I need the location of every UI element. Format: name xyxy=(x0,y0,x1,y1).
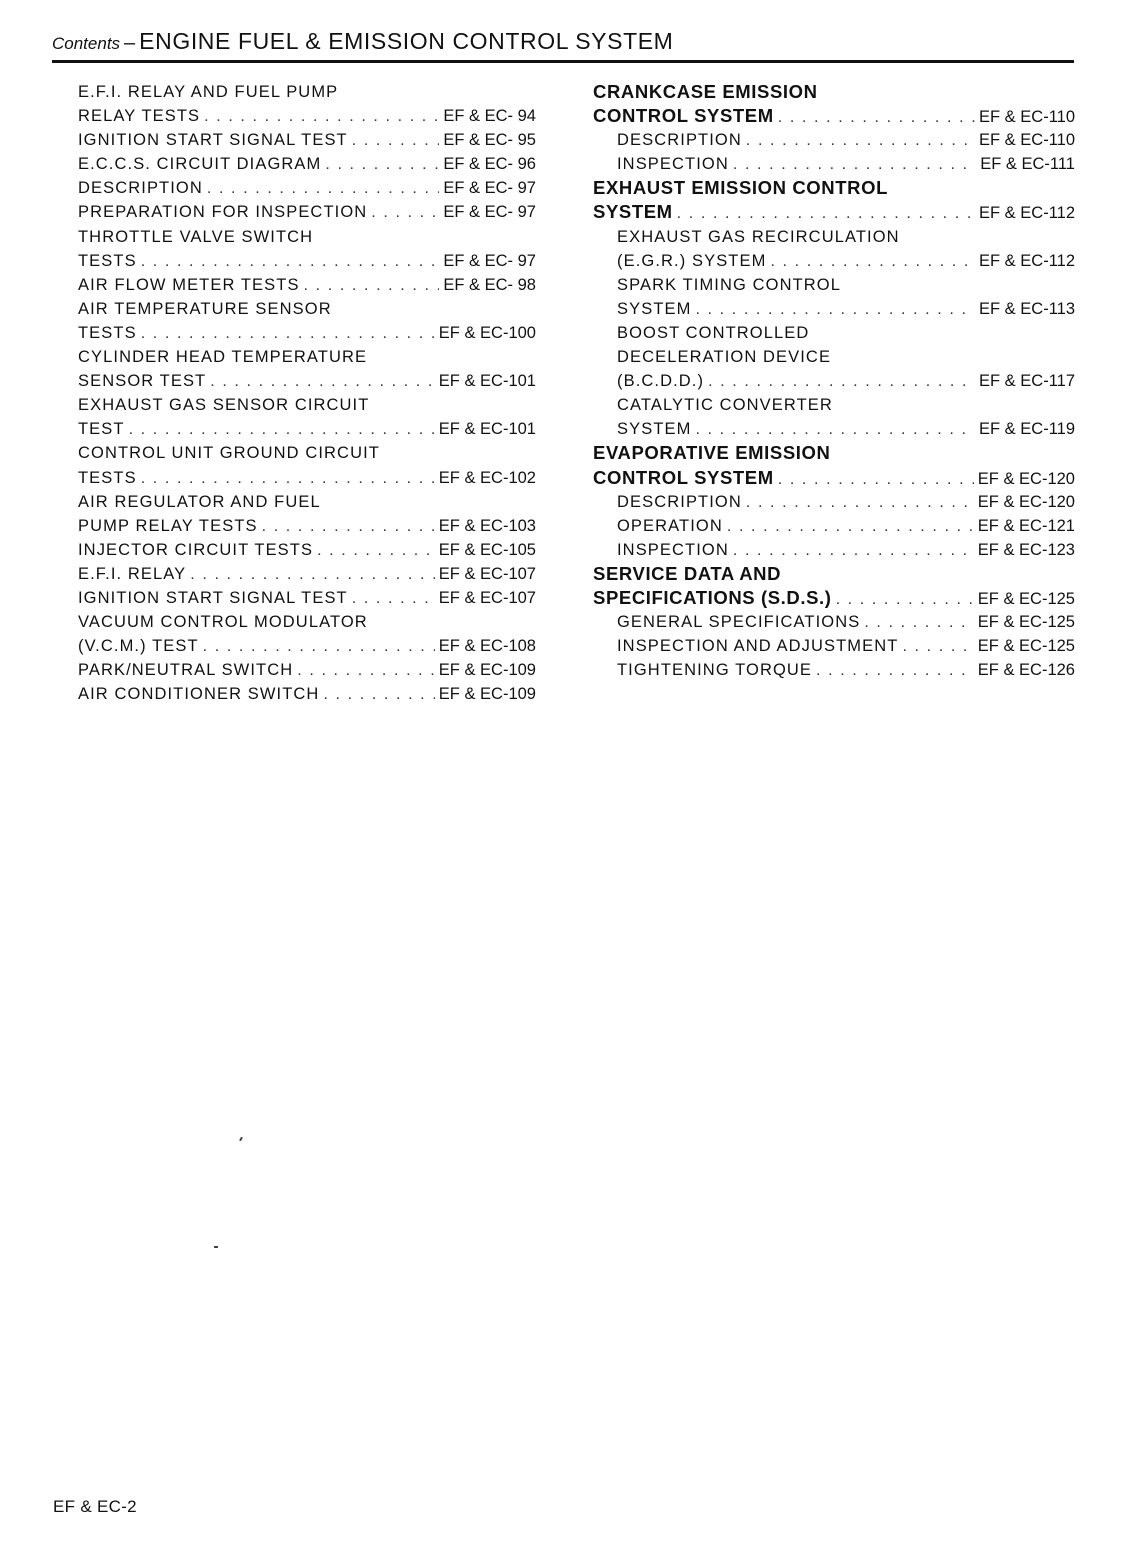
toc-entry-title: PARK/NEUTRAL SWITCH xyxy=(78,661,294,680)
toc-entry xyxy=(593,104,1075,128)
toc-entry-title: SERVICE DATA AND xyxy=(593,562,782,584)
toc-entry-page: EF & EC- 97 xyxy=(443,251,536,270)
toc-entry-title: (B.C.D.D.) xyxy=(617,372,705,391)
toc-entry xyxy=(593,128,1075,152)
toc-entry xyxy=(593,249,1075,273)
toc-entry-page: EF & EC-117 xyxy=(979,372,1075,391)
dot-leader xyxy=(190,562,435,587)
toc-entry-title: CATALYTIC CONVERTER xyxy=(617,396,833,415)
toc-entry-page: EF & EC-100 xyxy=(438,323,536,342)
header-dash: – xyxy=(124,32,136,54)
dot-leader xyxy=(141,466,435,491)
toc-entry xyxy=(78,176,536,200)
toc-entry-page: EF & EC-125 xyxy=(977,613,1075,632)
toc-entry-page: EF & EC- 94 xyxy=(443,107,536,126)
dot-leader xyxy=(317,538,435,563)
toc-entry-title: DESCRIPTION xyxy=(617,492,742,511)
toc-entry xyxy=(78,345,536,369)
toc-entry-page: EF & EC-109 xyxy=(438,685,536,704)
toc-entry-title: TESTS xyxy=(78,468,137,487)
header-prefix: Contents xyxy=(52,34,121,53)
toc-entry-title: DECELERATION DEVICE xyxy=(617,348,832,367)
toc-entry xyxy=(593,345,1075,369)
header-rule xyxy=(52,60,1074,63)
toc-entry xyxy=(78,417,536,441)
toc-entry-title: CRANKCASE EMISSION xyxy=(593,81,818,102)
toc-entry-page: EF & EC-111 xyxy=(980,155,1075,174)
toc-entry-page: EF & EC-108 xyxy=(438,637,536,656)
toc-entry-title: AIR CONDITIONER SWITCH xyxy=(78,685,320,704)
toc-entry xyxy=(593,538,1075,562)
dot-leader xyxy=(325,152,439,177)
dot-leader xyxy=(371,200,439,225)
toc-entry xyxy=(593,658,1075,682)
toc-entry xyxy=(593,297,1075,321)
toc-entry xyxy=(78,466,536,490)
toc-entry-page: EF & EC-101 xyxy=(438,420,536,439)
toc-entry-title: INSPECTION xyxy=(617,155,729,174)
toc-entry-title: (V.C.M.) TEST xyxy=(78,637,199,656)
toc-entry-title: EXHAUST GAS SENSOR CIRCUIT xyxy=(78,396,370,415)
toc-entry xyxy=(78,393,536,417)
dot-leader xyxy=(746,128,975,153)
toc-entry xyxy=(78,249,536,273)
toc-entry-title: TIGHTENING TORQUE xyxy=(617,661,813,680)
toc-entry-title: SPARK TIMING CONTROL xyxy=(617,275,841,294)
toc-entry-title: E.C.C.S. CIRCUIT DIAGRAM xyxy=(78,155,322,174)
toc-entry-page: EF & EC-112 xyxy=(979,204,1075,223)
toc-entry xyxy=(593,466,1075,490)
toc-entry-page: EF & EC-103 xyxy=(438,516,536,535)
dot-leader xyxy=(677,200,975,226)
toc-entry-title: TESTS xyxy=(78,323,137,342)
dot-leader xyxy=(141,321,435,346)
toc-right-column xyxy=(593,80,1075,682)
toc-entry xyxy=(78,634,536,658)
toc-entry xyxy=(78,490,536,514)
toc-entry xyxy=(593,417,1075,441)
dot-leader xyxy=(323,682,434,707)
toc-entry-page: EF & EC- 97 xyxy=(443,179,536,198)
toc-entry-page: EF & EC-123 xyxy=(977,540,1075,559)
toc-entry-title: CONTROL UNIT GROUND CIRCUIT xyxy=(78,444,380,463)
toc-entry-title: EVAPORATIVE EMISSION xyxy=(593,442,831,464)
dot-leader xyxy=(203,634,435,659)
toc-entry-page: EF & EC-101 xyxy=(438,372,536,391)
toc-entry xyxy=(593,634,1075,658)
toc-entry-page: EF & EC-120 xyxy=(977,469,1075,488)
toc-entry-title: CONTROL SYSTEM xyxy=(593,105,774,127)
toc-entry-title: RELAY TESTS xyxy=(78,107,201,126)
toc-entry-title: INJECTOR CIRCUIT TESTS xyxy=(78,540,314,559)
toc-entry xyxy=(78,152,536,176)
toc-entry xyxy=(78,225,536,249)
dot-leader xyxy=(304,273,440,298)
toc-entry-page: EF & EC-107 xyxy=(438,588,536,607)
toc-entry-title: TESTS xyxy=(78,251,137,270)
toc-entry xyxy=(78,297,536,321)
toc-entry xyxy=(593,152,1075,176)
toc-entry-page: EF & EC-102 xyxy=(438,468,536,487)
dot-leader xyxy=(902,634,973,659)
toc-entry-title: DESCRIPTION xyxy=(78,179,203,198)
toc-entry-title: AIR FLOW METER TESTS xyxy=(78,275,300,294)
toc-entry xyxy=(593,200,1075,224)
toc-left-column xyxy=(78,80,536,706)
toc-entry xyxy=(593,80,1075,104)
dot-leader xyxy=(141,249,440,274)
toc-entry-title: SENSOR TEST xyxy=(78,372,207,391)
toc-entry xyxy=(593,393,1075,417)
dot-leader xyxy=(204,104,439,129)
toc-entry-title: TEST xyxy=(78,420,125,439)
toc-entry-page: EF & EC-112 xyxy=(979,251,1075,270)
toc-entry xyxy=(78,104,536,128)
toc-entry-page: EF & EC- 95 xyxy=(443,131,536,150)
dot-leader xyxy=(836,586,974,612)
toc-entry-page: EF & EC-109 xyxy=(438,661,536,680)
toc-entry-title: IGNITION START SIGNAL TEST xyxy=(78,131,348,150)
toc-entry xyxy=(593,321,1075,345)
toc-entry xyxy=(593,273,1075,297)
toc-entry-title: (E.G.R.) SYSTEM xyxy=(617,251,767,270)
toc-entry xyxy=(78,273,536,297)
dot-leader xyxy=(210,369,435,394)
toc-entry-page: EF & EC-125 xyxy=(977,637,1075,656)
toc-entry xyxy=(78,200,536,224)
toc-entry-title: VACUUM CONTROL MODULATOR xyxy=(78,613,368,632)
dot-leader xyxy=(207,176,440,201)
toc-entry-page: EF & EC- 96 xyxy=(443,155,536,174)
toc-entry-title: E.F.I. RELAY AND FUEL PUMP xyxy=(78,83,339,101)
dot-leader xyxy=(262,514,435,539)
toc-entry-title: BOOST CONTROLLED xyxy=(617,323,810,342)
toc-entry-page: EF & EC-126 xyxy=(977,661,1075,680)
toc-entry xyxy=(78,321,536,345)
dot-leader xyxy=(778,104,975,130)
toc-entry-title: OPERATION xyxy=(617,516,723,535)
toc-entry-page: EF & EC-119 xyxy=(979,420,1075,439)
toc-entry-page: EF & EC-121 xyxy=(977,516,1075,535)
toc-entry xyxy=(78,538,536,562)
toc-entry-title: EXHAUST GAS RECIRCULATION xyxy=(617,227,900,246)
dot-leader xyxy=(864,610,973,635)
dot-leader xyxy=(733,538,974,563)
scan-speck xyxy=(214,1246,218,1248)
toc-entry-title: SYSTEM xyxy=(617,420,692,439)
toc-entry xyxy=(593,490,1075,514)
dot-leader xyxy=(695,417,975,442)
toc-entry-title: PREPARATION FOR INSPECTION xyxy=(78,203,368,222)
toc-entry xyxy=(78,658,536,682)
toc-entry-title: THROTTLE VALVE SWITCH xyxy=(78,227,314,246)
dot-leader xyxy=(352,128,440,153)
dot-leader xyxy=(733,152,976,177)
toc-entry xyxy=(78,441,536,465)
toc-entry-page: EF & EC-110 xyxy=(979,131,1075,150)
toc-entry xyxy=(593,514,1075,538)
dot-leader xyxy=(816,658,974,683)
toc-entry xyxy=(78,128,536,152)
toc-entry xyxy=(78,682,536,706)
dot-leader xyxy=(352,586,435,611)
toc-entry xyxy=(593,369,1075,393)
toc-entry xyxy=(593,610,1075,634)
toc-entry-title: INSPECTION AND ADJUSTMENT xyxy=(617,637,899,656)
toc-entry-title: SYSTEM xyxy=(617,299,692,318)
toc-entry-page: EF & EC-107 xyxy=(438,564,536,583)
toc-entry xyxy=(78,610,536,634)
dot-leader xyxy=(708,369,975,394)
toc-entry-title: CYLINDER HEAD TEMPERATURE xyxy=(78,348,368,367)
dot-leader xyxy=(727,514,974,539)
toc-entry-title: AIR TEMPERATURE SENSOR xyxy=(78,299,332,318)
toc-entry xyxy=(78,369,536,393)
page-header xyxy=(52,28,673,58)
toc-entry xyxy=(593,225,1075,249)
toc-entry-page: EF & EC- 97 xyxy=(443,203,536,222)
dot-leader xyxy=(129,417,435,442)
toc-entry-title: E.F.I. RELAY xyxy=(78,564,187,583)
toc-entry xyxy=(78,562,536,586)
toc-entry xyxy=(78,514,536,538)
dot-leader xyxy=(746,490,974,515)
toc-entry xyxy=(593,176,1075,200)
toc-entry xyxy=(78,80,536,104)
toc-entry xyxy=(593,562,1075,586)
toc-entry-title: CONTROL SYSTEM xyxy=(593,466,774,488)
dot-leader xyxy=(695,297,975,322)
toc-entry-title: SPECIFICATIONS (S.D.S.) xyxy=(593,586,832,608)
toc-entry xyxy=(593,441,1075,465)
toc-entry-page: EF & EC-105 xyxy=(438,540,536,559)
toc-entry-page: EF & EC-110 xyxy=(979,108,1075,127)
toc-entry xyxy=(78,586,536,610)
toc-entry-title: AIR REGULATOR AND FUEL xyxy=(78,492,321,511)
toc-entry-title: GENERAL SPECIFICATIONS xyxy=(617,613,861,632)
toc-entry-title: SYSTEM xyxy=(593,201,673,223)
dot-leader xyxy=(770,249,975,274)
dot-leader xyxy=(778,466,974,492)
toc-entry-page: EF & EC- 98 xyxy=(443,275,536,294)
dot-leader xyxy=(297,658,435,683)
toc-entry xyxy=(593,586,1075,610)
toc-entry-title: PUMP RELAY TESTS xyxy=(78,516,258,535)
toc-entry-page: EF & EC-125 xyxy=(977,589,1075,608)
toc-entry-title: IGNITION START SIGNAL TEST xyxy=(78,588,348,607)
toc-entry-title: INSPECTION xyxy=(617,540,729,559)
toc-entry-page: EF & EC-113 xyxy=(979,299,1075,318)
toc-entry-page: EF & EC-120 xyxy=(977,492,1075,511)
toc-entry-title: EXHAUST EMISSION CONTROL xyxy=(593,177,888,199)
page-number: EF & EC-2 xyxy=(53,1497,137,1516)
toc-entry-title: DESCRIPTION xyxy=(617,131,742,150)
scan-speck xyxy=(239,1137,243,1141)
header-title: ENGINE FUEL & EMISSION CONTROL SYSTEM xyxy=(139,28,674,54)
